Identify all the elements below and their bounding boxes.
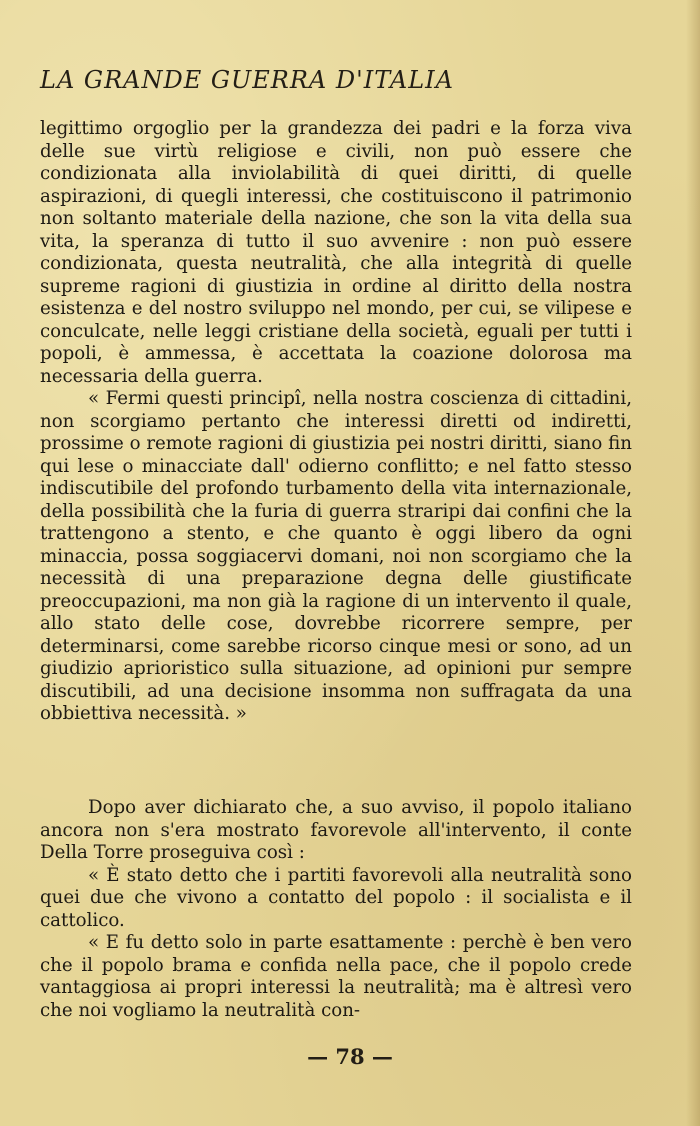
paragraph: « È stato detto che i partiti favorevoli alla neutralità sono quei due che vivono a contatto del popolo : il socialista e il cattolico. (40, 864, 632, 931)
text-block-lower (40, 797, 632, 1022)
paragraph: legittimo orgoglio per la grandezza dei padri e la forza viva delle sue virtù religiose e civili, non può essere che condizionata alla inviolabilità di quei diritti, di quelle aspirazioni, di quegli interessi, che costituiscono il patrimonio non soltanto materiale della nazione, che son la vita della sua vita, la speranza di tutto il suo avvenire : non può essere condizionata, questa neutralità, che alla integrità di quelle supreme ragioni di giustizia in ordine al diritto della nostra esistenza e del nostro sviluppo nel mondo, per cui, se vilipese e conculcate, nelle leggi cristiane della società, eguali per tutti i popoli, è ammessa, è accettata la coazione dolorosa ma necessaria della guerra. (40, 118, 632, 387)
page-number: — 78 — (307, 1044, 393, 1069)
text-block-upper (40, 118, 632, 726)
page-edge-shadow (686, 0, 700, 1126)
paragraph: Dopo aver dichiarato che, a suo avviso, il popolo italiano ancora non s'era mostrato favorevole all'intervento, il conte Della Torre proseguiva così : (40, 797, 632, 863)
paragraph: « Fermi questi principî, nella nostra coscienza di cittadini, non scorgiamo pertanto che interessi diretti od indiretti, prossime o remote ragioni di giustizia pei nostri diritti, siano fin qui lese o minacciate dall' odierno conflitto; e nel fatto stesso indiscutibile del profondo turbamento della vita internazionale, della possibilità che la furia di guerra straripi dai confini che la trattengono a stento, e che quanto è oggi libero da ogni minaccia, possa soggiacervi domani, noi non scorgiamo che la necessità di una preparazione degna delle giustificate preoccupazioni, ma non già la ragione di un intervento il quale, allo stato delle cose, dovrebbe ricorrere sempre, per determinarsi, come sarebbe ricorso cinque mesi or sono, ad un giudizio aprioristico sulla situazione, ad opinioni pur sempre discutibili, ad una decisione insomma non suffragata da una obbiettiva necessità. » (40, 388, 632, 724)
paragraph: « E fu detto solo in parte esattamente : perchè è ben vero che il popolo brama e confida nella pace, che il popolo crede vantaggiosa ai propri interessi la neutralità; ma è altresì vero che noi vogliamo la neutralità con- (40, 932, 632, 1021)
running-head: LA GRANDE GUERRA D'ITALIA (40, 66, 454, 94)
